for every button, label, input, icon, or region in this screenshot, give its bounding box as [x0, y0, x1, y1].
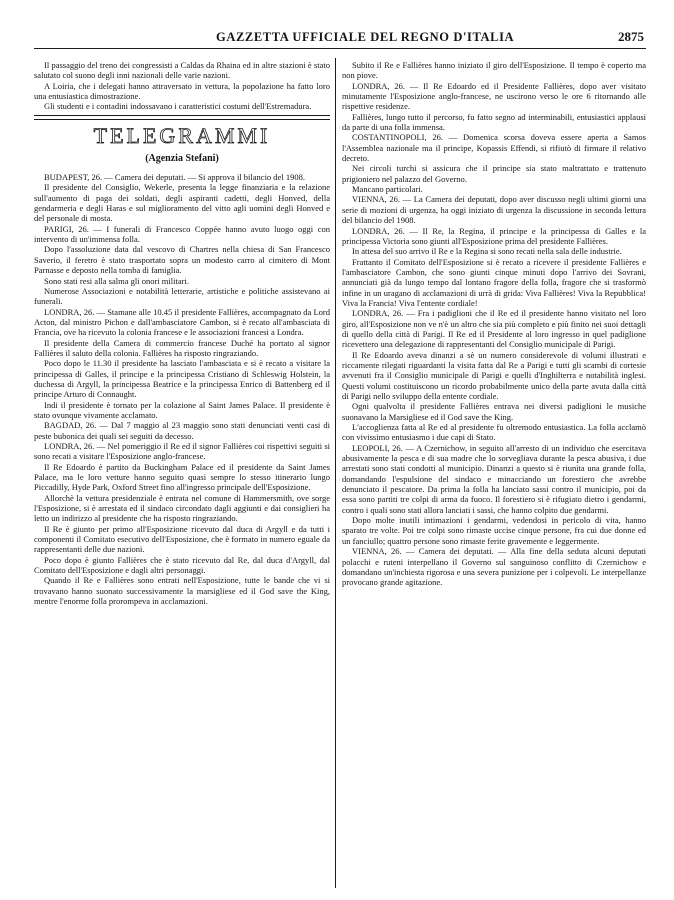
telegram-paragraph: Indi il presidente è tornato per la colazione al Saint James Palace. Il presidente è stato ovunque vivamente acclamato. — [34, 399, 330, 420]
telegram-paragraph: LONDRA, 26. — Stamane alle 10.45 il presidente Fallières, accompagnato da Lord Acton, dal ministro Pichon e dall'ambasciatore Cambon, si è recato all'ambasciata di Francia, ove ha ricevuto la colonia francese e le associazioni francesi a Londra. — [34, 306, 330, 338]
telegram-paragraph: Nei circoli turchi si assicura che il principe sia stato maltrattato e trattenuto prigioniero nel palazzo del Governo. — [342, 163, 646, 184]
article-paragraph: Il passaggio del treno dei congressisti a Caldas da Rhaina ed in altre stazioni è stato salutato col suono degli inni nazionali delle varie nazioni. — [34, 60, 330, 81]
telegram-paragraph: LONDRA, 26. — Fra i padiglioni che il Re ed il presidente hanno visitato nel loro giro, all'Esposizione non ve n'è un altro che sia più completo e più finito nei suoi dettagli di quello della città di Parigi. Il Re ed il Presidente al loro ingresso in quel padiglione ricevettero una delegazione di rappresentanti del Consiglio municipale di Parigi. — [342, 308, 646, 350]
telegram-paragraph: Il presidente della Camera di commercio francese Duché ha portato al signor Fallières il saluto della colonia. Fallières ha risposto ringraziando. — [34, 337, 330, 358]
telegram-paragraph: Il Re Edoardo è partito da Buckingham Palace ed il presidente da Saint James Palace, ma le loro vetture hanno seguito quasi sempre lo stesso itinerario lungo Piccadilly, Hyde Park, Oxford Street fino all'ingresso principale dell'Esposizione. — [34, 461, 330, 493]
telegram-paragraph: LONDRA, 26. — Il Re Edoardo ed il Presidente Fallières, dopo aver visitato minutamente l'Esposizione anglo-francese, ne uscirono verso le ore 6 ritornando alle rispettive residenze. — [342, 80, 646, 112]
telegram-paragraph: Mancano particolari. — [352, 184, 423, 195]
telegram-paragraph: Il Re Edoardo aveva dinanzi a sè un numero considerevole di volumi illustrati e riccamente rilegati riguardanti la visita fatta dal Re a Parigi e tutti gli scambi di cortesie avvenuti fra il Consiglio municipale di Parigi e quelli d'Inghilterra e notabilità inglesi. Questi volumi costituiscono un ricordo probabilmente unico della parte avuta dalla città di Parigi nello sviluppo della entente cordiale. — [342, 349, 646, 401]
telegram-paragraph: BAGDAD, 26. — Dal 7 maggio al 23 maggio sono stati denunciati venti casi di peste bubonica dei quali sei seguiti da decesso. — [34, 420, 330, 441]
page-number: 2875 — [618, 29, 644, 44]
telegram-paragraph: Frattanto il Comitato dell'Esposizione si è recato a ricevere il presidente Fallières e l'ambasciatore Cambon, che sono giunti cinque minuti dopo l'arrivo dei Sovrani, annunciati già da lungo tempo dal lontano fragore della folla, fragore che si trasformò infine in un uragano di acclamazioni di urrà di grida: Viva Fallières! Viva la Repubblica! Viva la Francia! Viva l'entente cordiale! — [342, 256, 646, 308]
telegram-paragraph: VIENNA, 26. — La Camera dei deputati, dopo aver discusso negli ultimi giorni una serie di mozioni di urgenza, ha oggi iniziato di urgenza la discussione in seconda lettura del bilancio del 1908. — [342, 194, 646, 226]
agency-label: (Agenzia Stefani) — [145, 152, 219, 164]
telegram-paragraph: Poco dopo è giunto Fallières che è stato ricevuto dal Re, dal duca d'Argyll, dal Comitato dell'Esposizione e dagli altri personaggi. — [34, 554, 330, 576]
telegram-paragraph: Quando il Re e Fallières sono entrati nell'Esposizione, tutte le bande che vi si trovavano hanno suonato successivamente la marsigliese ed il God save the King, mentre l'enorme folla prorompeva in acclamazioni. — [34, 575, 330, 607]
telegram-paragraph: LONDRA, 26. — Nel pomeriggio il Re ed il signor Fallières coi rispettivi seguiti si sono recati a visitare l'Esposizione anglo-francese. — [34, 441, 330, 462]
article-paragraph: A Loiria, che i delegati hanno attraversato in vettura, la popolazione ha fatto loro una entusiastica dimostrazione. — [34, 80, 330, 102]
telegram-paragraph: L'accoglienza fatta al Re ed al presidente fu oltremodo entusiastica. La folla acclamò con vivissimo entusiasmo i due capi di Stato. — [342, 422, 646, 443]
telegram-paragraph: Fallières, lungo tutto il percorso, fu fatto segno ad interminabili, entusiastici applausi da parte di una folla immensa. — [342, 111, 646, 133]
telegram-paragraph: VIENNA, 26. — Camera dei deputati. — Alla fine della seduta alcuni deputati polacchi e ruteni interpellano il Governo sul sanguinoso conflitto di Czernichow e domandano un'inchiesta rigorosa e una severa punizione per i colpevoli. Le interpellanze provocano grande agitazione. — [342, 546, 646, 588]
telegram-paragraph: Ogni qualvolta il presidente Fallières entrava nei diversi padiglioni le musiche suonavano la Marsigliese ed il God save the King. — [342, 401, 646, 422]
section-title: TELEGRAMMI — [93, 122, 271, 148]
section-rule — [34, 115, 330, 120]
right-column — [342, 60, 646, 588]
telegram-paragraph: BUDAPEST, 26. — Camera dei deputati. — Si approva il bilancio del 1908. — [44, 172, 305, 183]
telegram-paragraph: Numerose Associazioni e notabilità letterarie, artistiche e politiche assistevano ai funerali. — [34, 285, 330, 307]
telegram-paragraph: LEOPOLI, 26. — A Czernichow, in seguito all'arresto di un individuo che esercitava abusivamente la pesca e di sua madre che lo sorvegliava durante la pesca abusiva, i due arrestati sono stati condotti al municipio. Dinanzi a questo si è riunita una grande folla, domandando l'espulsione del sindaco e minacciando un forestiero che avrebbe denunciato il pescatore. Da prima la folla ha lanciato sassi contro il municipio, poi da essa sono partiti tre colpi di arma da fuoco. Il forestiero si è rifugiato dietro i gendarmi, contro i quali sono stati allora lanciati i sassi, che hanno colpito due gendarmi. — [342, 442, 646, 515]
telegram-paragraph: PARIGI, 26. — I funerali di Francesco Coppée hanno avuto luogo oggi con intervento di un'immensa folla. — [34, 223, 330, 245]
telegram-paragraph: Il presidente del Consiglio, Wekerle, presenta la legge finanziaria e la relazione sull'aumento di paga dei soldati, degli aspiranti cadetti, degli Honved, della gendarmeria e degli Haras e sul miglioramento del vitto agli uomini degli Honved e del personale di mosta. — [34, 182, 330, 224]
telegram-paragraph: Il Re è giunto per primo all'Esposizione ricevuto dal duca di Argyll e da tutti i componenti il Comitato esecutivo dell'Esposizione, che è formato in numero eguale da rappresentanti delle due nazioni. — [34, 523, 330, 555]
telegram-paragraph: Dopo l'assoluzione data dal vescovo di Chartres nella chiesa di San Francesco Saverio, il feretro è stato trasportato sopra un modesto carro al cimitero di Mont Parnasse e deposto nella tomba di famiglia. — [34, 244, 330, 276]
telegram-paragraph: Dopo molte inutili intimazioni i gendarmi, vedendosi in pericolo di vita, hanno sparato tre volte. Poi tre colpi sono rimaste uccise cinque persone, fra cui due donne ed un fanciullo; quattro persone sono rimaste ferite gravemente e leggermente. — [342, 515, 646, 546]
column-divider — [335, 58, 336, 888]
newspaper-title: GAZZETTA UFFICIALE DEL REGNO D'ITALIA — [216, 30, 515, 44]
telegram-paragraph: In attesa del suo arrivo il Re e la Regina si sono recati nella sala delle industrie. — [352, 246, 622, 257]
article-paragraph: Gli studenti e i contadini indossavano i caratteristici costumi dell'Estremadura. — [44, 101, 312, 112]
telegram-paragraph: COSTANTINOPOLI, 26. — Domenica scorsa doveva essere aperta a Samos l'Assemblea nazionale ma il principe, Kopassis Effendi, si rifiutò di firmare il relativo decreto. — [342, 132, 646, 164]
telegram-paragraph: Poco dopo le 11.30 il presidente ha lasciato l'ambasciata e si è recato a visitare la principessa di Galles, il principe e la principessa Cristiano di Schleswig Holstein, la duchessa di Argyll, la principessa Beatrice e la principessa Enrico di Battenberg ed il principe Arturo di Connaught. — [34, 358, 330, 400]
telegram-paragraph: Subito il Re e Fallières hanno iniziato il giro dell'Esposizione. Il tempo è coperto ma non piove. — [342, 60, 646, 81]
telegram-paragraph: Allorchè la vettura presidenziale è entrata nel comune di Hammersmith, ove sorge l'Esposizione, si è arrestata ed il sindaco circondato dagli aggiunti e dai consiglieri ha letto un indirizzo al presidente che ha risposto ringraziando. — [34, 492, 330, 524]
masthead — [34, 28, 646, 49]
telegram-paragraph: Sono stati resi alla salma gli onori militari. — [44, 275, 189, 286]
telegram-paragraph: LONDRA, 26. — Il Re, la Regina, il principe e la principessa di Galles e la principessa Victoria sono giunti all'Esposizione prima del presidente Fallières. — [342, 225, 646, 246]
left-column — [34, 60, 330, 607]
